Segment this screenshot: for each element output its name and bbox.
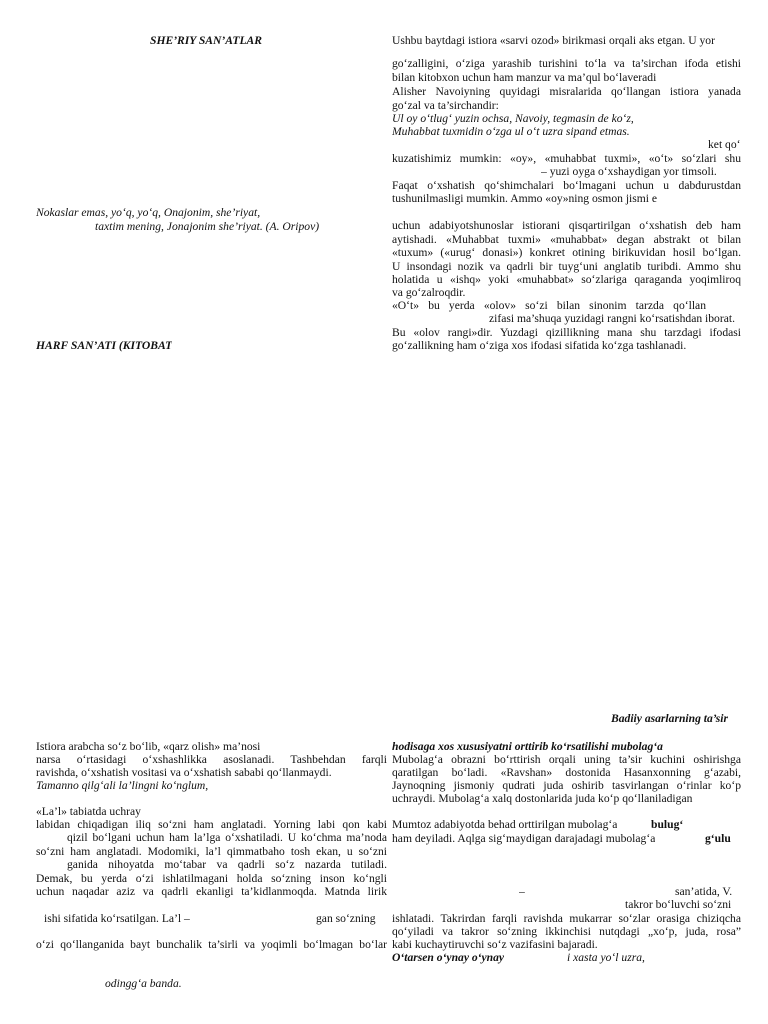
text-line: narsa o‘rtasidagi o‘xshashlikka asoslanadi. Tashbehdan farqli	[36, 753, 387, 766]
text-line: Demak, bu yerda o‘zi ishlatilmagani holda so‘zning inson ko‘ngli	[36, 872, 387, 885]
text-line: go‘zal va ta’sirchandir:	[392, 99, 499, 112]
text-line: ishlatadi. Takrirdan farqli ravishda mukarrar so‘zlar orasiga chiziqcha	[392, 912, 741, 925]
section-heading: Badiiy asarlarning ta’sir	[611, 712, 729, 725]
text-line: labidan chiqadigan iliq so‘zni ham anglatadi. Yorning labi qon kabi	[36, 818, 387, 831]
text-line: Jaynoqning jismoniy qudrati juda oshirib tasvirlangan o‘rinlar ko‘p	[392, 779, 741, 792]
text-line: «O‘t» bu yerda «olov» so‘zi bilan sinonim tarzda qo‘llan	[392, 299, 706, 312]
poem-line: Muhabbat tuxmidin o‘zga ul o‘t uzra sipand etmas.	[392, 125, 630, 138]
page-heading: SHE’RIY SAN’ATLAR	[150, 34, 262, 47]
text-line: qo‘yiladi va takror so‘zning ikkinchisi nutqdagi „xo‘p, juda, rosa”	[392, 925, 741, 938]
text-line: Istiora arabcha so‘z bo‘lib, «qarz olish» ma’nosi	[36, 740, 261, 753]
text-line: «tuxum» («urug‘ donasi») konkret otining birikuvidan hosil bo‘lgan.	[392, 246, 741, 259]
text-line: ganida nihoyatda mo‘tabar va qadrli so‘z nazarda tutiladi.	[67, 858, 387, 871]
text-line: uchun adabiyotshunoslar istiorani qisqartirilgan o‘xshatish deb ham	[392, 219, 741, 232]
text-line: kabi kuchaytiruvchi so‘z vazifasini bajaradi.	[392, 938, 598, 951]
text-line: Faqat o‘xshatish qo‘shimchalari bo‘lmagani uchun u dabdurustdan	[392, 179, 741, 192]
term-bulug: bulug‘	[651, 818, 684, 831]
text-line: va go‘zalroqdir.	[392, 286, 466, 299]
text-line: kuzatishimiz mumkin: «oy», «muhabbat tuxmi», «o‘t» so‘zlari shu	[392, 152, 741, 165]
text-line: Ushbu baytdagi istiora «sarvi ozod» birikmasi orqali aks etgan. U yor	[392, 34, 715, 47]
text-line: Bu «olov rangi»dir. Yuzdagi qizillikning mana shu tarzdagi ifodasi	[392, 326, 741, 339]
section-heading: HARF SAN’ATI (KITOBAT	[36, 339, 173, 352]
text-fragment: zifasi ma’shuqa yuzidagi rangni ko‘rsatishdan iborat.	[489, 312, 735, 325]
text-fragment: ket qo‘	[708, 138, 741, 151]
quote-line: Nokaslar emas, yo‘q, yo‘q, Onajonim, she’riyat,	[36, 206, 261, 219]
text-line: so‘zni ham anglatadi. Modomiki, la’l qimmatbaho tosh ekan, u so‘zni	[36, 845, 387, 858]
text-line: tushunilmasligi mumkin. Ammo «oy»ning osmon jismi e	[392, 192, 658, 205]
poem-line: Ul oy o‘tlug‘ yuzin ochsa, Navoiy, tegmasin de ko‘z,	[392, 112, 634, 125]
text-fragment: –	[519, 885, 525, 898]
section-subheading: hodisaga xos xususiyatni orttirib ko‘rsatilishi mubolag‘a	[392, 740, 663, 753]
quote-line: taxtim mening, Jonajonim she’riyat. (A. Oripov)	[95, 220, 320, 233]
text-fragment: – yuzi oyga o‘xshaydigan yor timsoli.	[541, 165, 717, 178]
text-line: U insondagi nozik va qadrli bir tuyg‘uni anglatib turibdi. Ammo shu	[392, 260, 741, 273]
text-line: go‘zalligini, o‘ziga yarashib turishini to‘la va ta’sirchan ifoda etishi	[392, 57, 741, 70]
text-line: qizil bo‘lgani uchun ham la’lga o‘xshatiladi. U ko‘chma ma’noda	[67, 831, 387, 844]
text-line: Mubolag‘a obrazni bo‘rttirish orqali uning ta’sir kuchini oshirishga	[392, 753, 741, 766]
text-fragment: san’atida, V.	[675, 885, 733, 898]
text-line: ham deyiladi. Aqlga sig‘maydigan darajadagi mubolag‘a	[392, 832, 656, 845]
poem-line: O‘tarsen o‘ynay o‘ynay	[392, 951, 505, 964]
text-line: uchun naqadar aziz va qadrli ekanligi ta’kidlanmoqda. Matnda lirik	[36, 885, 387, 898]
poem-line: odingg‘a banda.	[105, 977, 182, 990]
text-line: aytishadi. «Muhabbat tuxmi» «muhabbat» degan abstrakt ot bilan	[392, 233, 741, 246]
text-fragment: takror bo‘luvchi so‘zni	[625, 898, 732, 911]
text-fragment: gan so‘zning	[316, 912, 376, 925]
text-line: qaratilgan bo‘ladi. «Ravshan» dostonida Hasanxonning g‘azabi,	[392, 766, 741, 779]
poem-line: Tamanno qilg‘ali la’lingni ko‘nglum,	[36, 779, 209, 792]
text-line: bilan kitobxon uchun ham manzur va ma’qul bo‘laveradi	[392, 71, 657, 84]
text-line: Mumtoz adabiyotda behad orttirilgan mubolag‘a	[392, 818, 618, 831]
text-line: holatida u «ishq» yoki «muhabbat» so‘zlariga qaraganda yoqimliroq	[392, 273, 741, 286]
text-line: go‘zallikning ham o‘ziga xos ifodasi sifatida ko‘zga tashlanadi.	[392, 339, 687, 352]
text-line: Alisher Navoiyning quyidagi misralarida qo‘llangan istiora yanada	[392, 85, 741, 98]
text-line: uchraydi. Mubolag‘a xalq dostonlarida juda ko‘p qo‘llaniladigan	[392, 792, 693, 805]
text-line: ravishda, o‘xshatish vositasi va o‘xshatish sababi qo‘llanmaydi.	[36, 766, 332, 779]
text-line: o‘zi qo‘llanganida bayt bunchalik ta’sirli va yoqimli bo‘lmagan bo‘lar	[36, 938, 387, 951]
poem-line: i xasta yo‘l uzra,	[567, 951, 645, 964]
text-line: «La’l» tabiatda uchray	[36, 805, 141, 818]
term-gulu: g‘ulu	[705, 832, 731, 845]
text-fragment: ishi sifatida ko‘rsatilgan. La’l –	[44, 912, 190, 925]
